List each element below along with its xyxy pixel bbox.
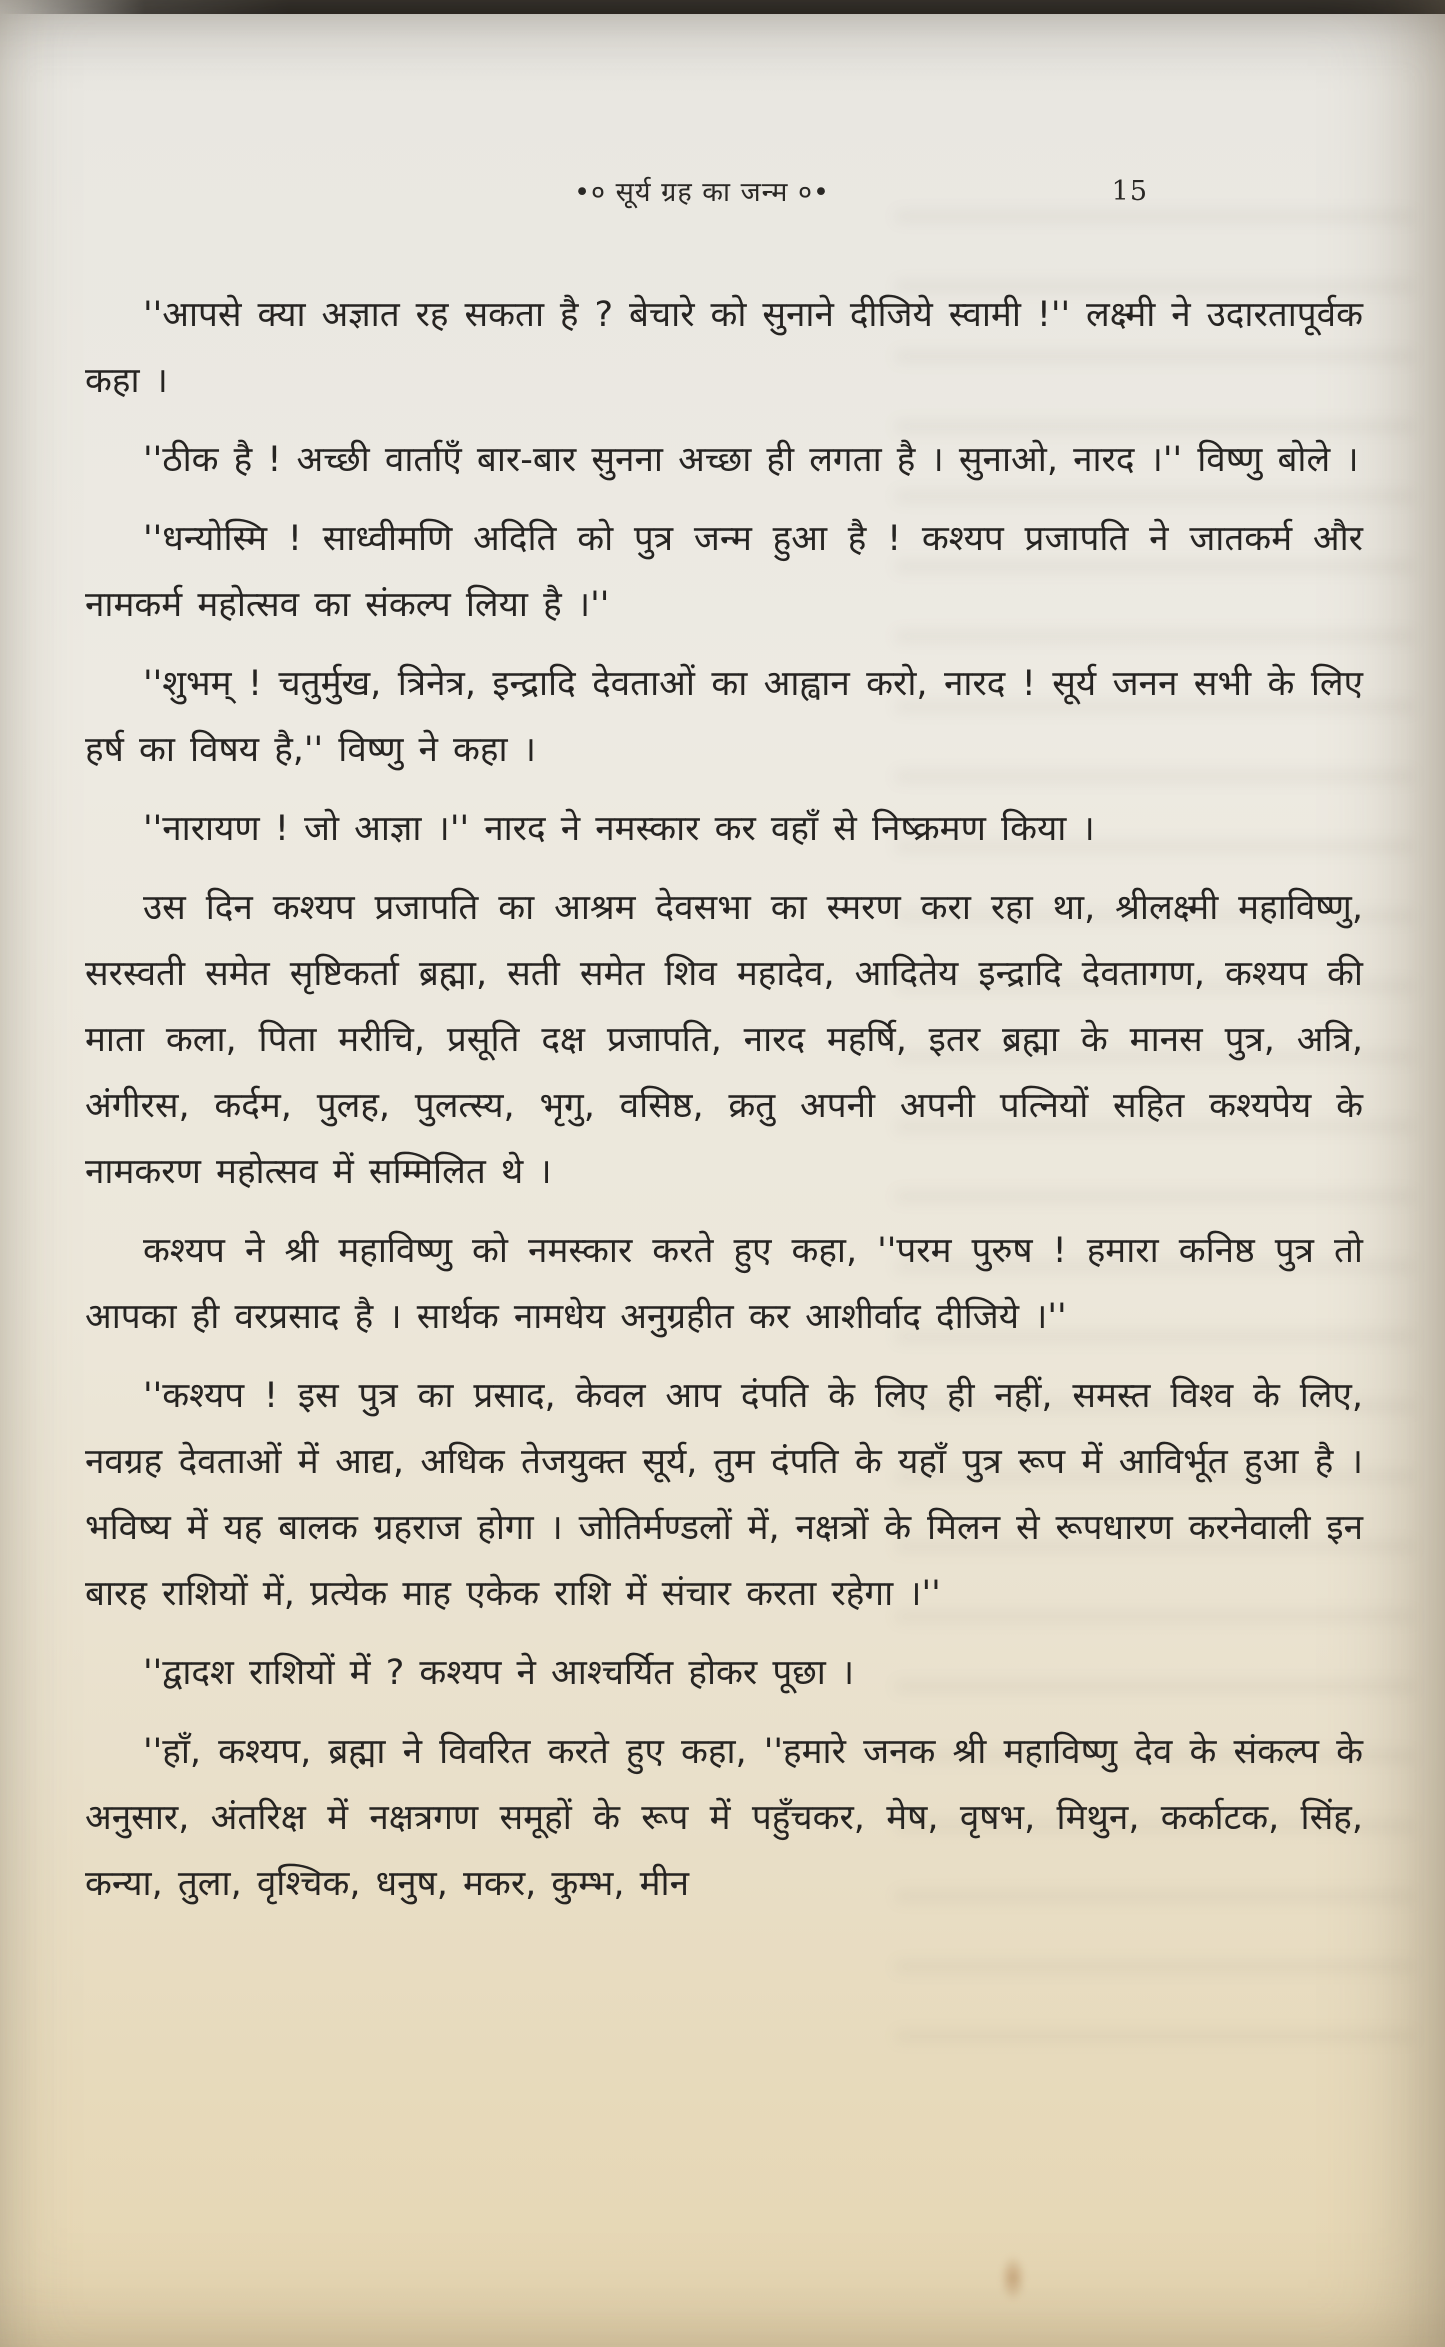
paragraph: ''शुभम् ! चतुर्मुख, त्रिनेत्र, इन्द्रादि देवताओं का आह्वान करो, नारद ! सूर्य जनन सभी के लिए हर्ष का विषय है,'' विष्णु ने कहा । xyxy=(85,664,1363,770)
paragraph: ''नारायण ! जो आज्ञा ।'' नारद ने नमस्कार कर वहाँ से निष्क्रमण किया । xyxy=(143,809,1095,849)
paragraph: उस दिन कश्यप प्रजापति का आश्रम देवसभा का स्मरण करा रहा था, श्रीलक्ष्मी महाविष्णु, सरस्वती समेत सृष्टिकर्ता ब्रह्मा, सती समेत शिव महादेव, आदितेय इन्द्रादि देवतागण, कश्यप की माता कला, पिता मरीचि, प्रसूति दक्ष प्रजापति, नारद महर्षि, इतर ब्रह्मा के मानस पुत्र, अत्रि, अंगीरस, कर्दम, पुलह, पुलत्स्य, भृगु, वसिष्ठ, क्रतु अपनी अपनी पत्नियों सहित कश्यपेय के नामकरण महोत्सव में सम्मिलित थे । xyxy=(85,888,1363,1192)
paragraph: ''आपसे क्या अज्ञात रह सकता है ? बेचारे को सुनाने दीजिये स्वामी !'' लक्ष्मी ने उदारतापूर्वक कहा । xyxy=(85,295,1363,401)
paragraph: कश्यप ने श्री महाविष्णु को नमस्कार करते हुए कहा, ''परम पुरुष ! हमारा कनिष्ठ पुत्र तो आपका ही वरप्रसाद है । सार्थक नामधेय अनुग्रहीत कर आशीर्वाद दीजिये ।'' xyxy=(85,1231,1363,1337)
chapter-title: •० सूर्य ग्रह का जन्म ०• xyxy=(574,177,830,208)
paragraph: ''हाँ, कश्यप, ब्रह्मा ने विवरित करते हुए कहा, ''हमारे जनक श्री महाविष्णु देव के संकल्प के अनुसार, अंतरिक्ष में नक्षत्रगण समूहों के रूप में पहुँचकर, मेष, वृषभ, मिथुन, कर्काटक, सिंह, कन्या, तुला, वृश्चिक, धनुष, मकर, कुम्भ, मीन xyxy=(85,1732,1363,1904)
paragraph: ''कश्यप ! इस पुत्र का प्रसाद, केवल आप दंपति के लिए ही नहीं, समस्त विश्व के लिए, नवग्रह देवताओं में आद्य, अधिक तेजयुक्त सूर्य, तुम दंपति के यहाँ पुत्र रूप में आविर्भूत हुआ है । भविष्य में यह बालक ग्रहराज होगा । जोतिर्मण्डलों में, नक्षत्रों के मिलन से रूपधारण करनेवाली इन बारह राशियों में, प्रत्येक माह एकेक राशि में संचार करता रहेगा ।'' xyxy=(85,1376,1363,1614)
page-number: 15 xyxy=(1111,176,1148,207)
paper-stain xyxy=(1000,2255,1026,2301)
running-header xyxy=(85,172,1360,216)
body-text xyxy=(85,282,1363,1930)
paragraph: ''धन्योस्मि ! साध्वीमणि अदिति को पुत्र जन्म हुआ है ! कश्यप प्रजापति ने जातकर्म और नामकर्म महोत्सव का संकल्प लिया है ।'' xyxy=(85,519,1363,625)
scan-top-edge xyxy=(0,0,1445,14)
paragraph: ''द्वादश राशियों में ? कश्यप ने आश्चर्यित होकर पूछा । xyxy=(143,1653,855,1693)
paragraph: ''ठीक है ! अच्छी वार्ताएँ बार-बार सुनना अच्छा ही लगता है । सुनाओ, नारद ।'' विष्णु बोले । xyxy=(143,440,1359,480)
